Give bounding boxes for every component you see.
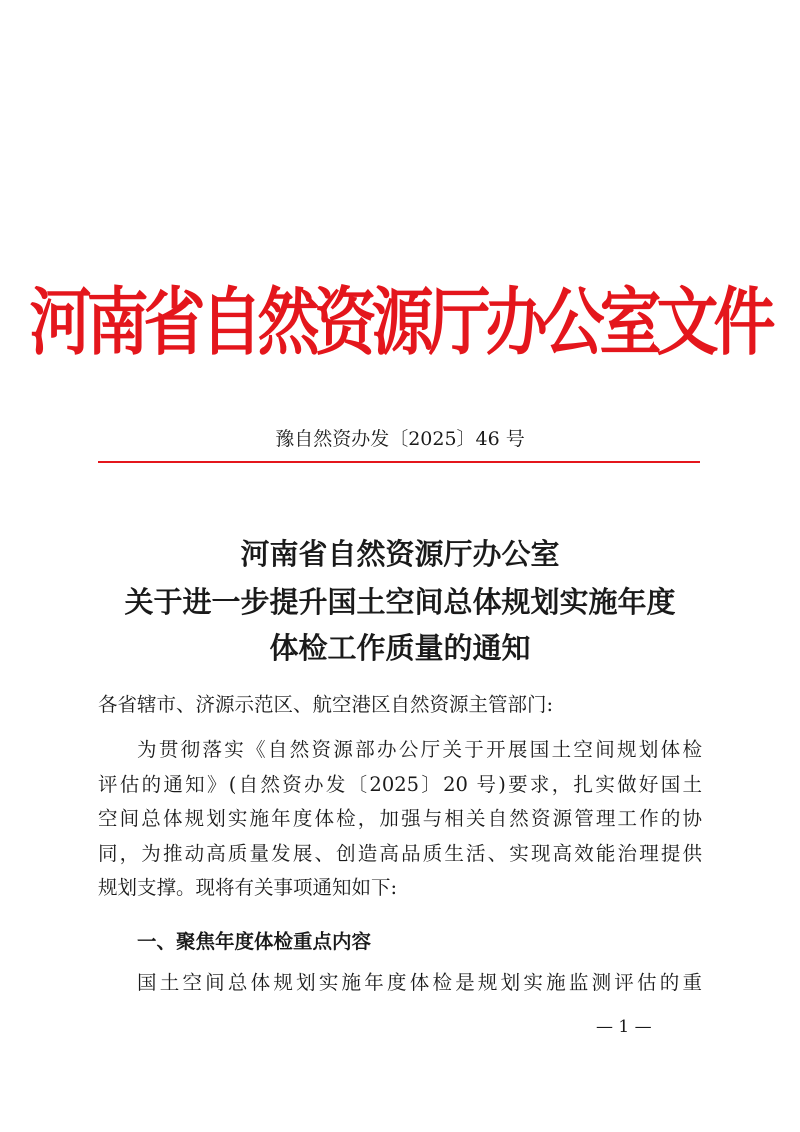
title-line-2: 关于进一步提升国土空间总体规划实施年度 [124, 585, 676, 619]
intro-line-2: 评估的通知》(自然资办发〔2025〕20 号)要求，扎实做好国土 [98, 772, 702, 796]
addressee-text: 各省辖市、济源示范区、航空港区自然资源主管部门: [98, 693, 554, 716]
title-line-3: 体检工作质量的通知 [269, 631, 531, 665]
section-1-paragraph [98, 966, 702, 1001]
red-separator-line [98, 461, 700, 463]
intro-line-4: 同，为推动高质量发展、创造高品质生活、实现高效能治理提供 [98, 841, 702, 865]
document-number: 豫自然资办发〔2025〕46 号 [275, 428, 525, 450]
intro-paragraph [98, 733, 702, 906]
intro-line-5: 规划支撑。现将有关事项通知如下: [98, 876, 398, 899]
addressee [98, 688, 702, 723]
section-heading-1: 一、聚焦年度体检重点内容 [137, 930, 372, 953]
masthead-title: 河南省自然资源厅办公室文件 [29, 279, 771, 366]
section-1-line-1: 国土空间总体规划实施年度体检是规划实施监测评估的重 [137, 971, 702, 994]
intro-line-1: 为贯彻落实《自然资源部办公厅关于开展国土空间规划体检 [137, 738, 702, 761]
intro-line-3: 空间总体规划实施年度体检，加强与相关自然资源管理工作的协 [98, 807, 702, 830]
title-line-1: 河南省自然资源厅办公室 [240, 537, 560, 571]
page-number: — 1 — [596, 1017, 652, 1037]
